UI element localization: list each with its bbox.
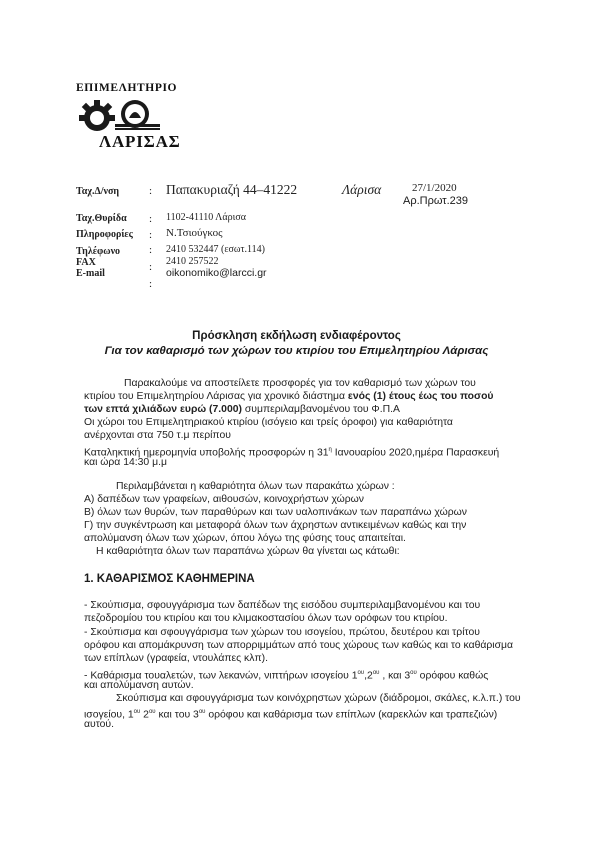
phone-colon: : — [149, 244, 153, 256]
email-colon: : — [149, 261, 153, 273]
email-label: E-mail — [76, 268, 105, 279]
section-para-2-line-3: των επίπλων (γραφεία, ντουλάπες κλπ). — [84, 653, 268, 664]
deadline-time: και ώρα 14:30 μ.μ — [84, 457, 167, 468]
section-para-4-line-3: αυτού. — [84, 719, 114, 730]
city: Λάρισα — [342, 182, 382, 197]
address-label: Ταχ.Δ/νση — [76, 186, 120, 197]
scope-item-c-cont: απολύμανση όλων των χώρων, όπου λόγω της φύσης τους απαιτείται. — [84, 533, 406, 544]
section-heading: 1. ΚΑΘΑΡΙΣΜΟΣ ΚΑΘΗΜΕΡΙΝΑ — [84, 573, 255, 585]
phone-value: 2410 532447 (εσωτ.114) — [166, 244, 265, 255]
intro-line-4: Οι χώροι του Επιμελητηριακού κτιρίου (ισόγειο και τρείς όροφοι) για καθαριότητα — [84, 417, 453, 428]
email-value: oikonomiko@larcci.gr — [166, 267, 267, 279]
protocol-number: Αρ.Πρωτ.239 — [403, 195, 469, 207]
section-para-2-line-1: - Σκούπισμα και σφουγγάρισμα των χώρων του ισογείου, πρώτου, δευτέρου και τρίτου — [84, 627, 480, 638]
section-para-2-line-2: ορόφου και απομάκρυνση των απορριμμάτων από τους χώρους των καθώς και το καθάρισμα — [84, 640, 514, 651]
scope-item-a: Α) δαπέδων των γραφείων, αιθουσών, κοινοχρήστων χώρων — [84, 494, 364, 505]
logo-bottom-text: ΛΑΡΙΣΑΣ — [99, 132, 181, 151]
intro-line-5: ανέρχονται στα 750 τ.μ περίπου — [84, 430, 231, 441]
scope-conclusion: Η καθαριότητα όλων των παραπάνω χώρων θα γίνεται ως κάτωθι: — [96, 546, 400, 557]
info-colon: : — [149, 229, 153, 241]
scope-intro: Περιλαμβάνεται η καθαριότητα όλων των παρακάτω χώρων : — [116, 481, 395, 492]
deadline-line: Καταληκτική ημερομηνία υποβολής προσφορών η $31^\eta$ Ιανουαρίου 2020,ημέρα Παρασκευή — [84, 447, 500, 459]
document-subtitle: Για τον καθαρισμό των χώρων του κτιρίου του Επιμελητηρίου Λάρισας — [104, 345, 489, 357]
section-para-1-line-1: - Σκούπισμα, σφουγγάρισμα των δαπέδων της εισόδου συμπεριλαμβανομένου και του — [84, 600, 481, 611]
address-colon: : — [149, 185, 153, 197]
logo-top-text: ΕΠΙΜΕΛΗΤΗΡΙΟ — [76, 82, 178, 94]
trailing-colon: : — [149, 278, 153, 290]
section-para-1-line-2: πεζοδρομίου του κτιρίου και του κλιμακοστασίου όλων των ορόφων του κτιρίου. — [84, 613, 448, 624]
section-para-3-line-1: - Καθάρισμα τουαλετών, των λεκανών, νιπτήρων ισογείου $1^{o\upsilon},2^{o\upsilon}$ , και $3^{o\upsilon}$ ορόφου καθώς — [84, 670, 489, 682]
fax-value: 2410 257522 — [166, 256, 219, 267]
section-para-4-line-1: Σκούπισμα και σφουγγάρισμα των κοινόχρηστων χώρων (διάδρομοι, σκάλες, κ.λ.π.) του — [116, 693, 521, 704]
date: 27/1/2020 — [412, 182, 457, 194]
address-value: Παπακυριαζή 44–41222 — [166, 182, 298, 197]
postcode-label: Ταχ.Θυρίδα — [76, 213, 127, 224]
scope-item-c: Γ) την συγκέντρωση και μεταφορά όλων των άχρηστων αντικειμένων καθώς και την — [84, 520, 467, 531]
intro-line-2: κτιρίου του Επιμελητηρίου Λάρισας για χρονικό διάστημα ενός (1) έτους έως του ποσού — [84, 391, 494, 402]
document-title: Πρόσκληση εκδήλωση ενδιαφέροντος — [192, 330, 401, 342]
scope-item-b: Β) όλων των θυρών, των παραθύρων και των υαλοπινάκων των παραπάνω χώρων — [84, 507, 467, 518]
intro-line-3: των επτά χιλιάδων ευρώ (7.000) συμπεριλαμβανομένου του Φ.Π.Α — [84, 404, 400, 415]
fax-label: FAX — [76, 257, 96, 268]
postcode-value: 1102-41110 Λάρισα — [166, 212, 246, 223]
section-para-4-line-2: ισογείου, $1^{o\upsilon}$ $2^{o\upsilon}$ και του $3^{o\upsilon}$ ορόφου και καθάρισμα των επίπλων (καρεκλών και τραπεζιών) — [84, 709, 498, 721]
info-label: Πληροφορίες — [76, 229, 133, 240]
section-para-3-line-2: και απολύμανση αυτών. — [84, 680, 194, 691]
intro-line-1: Παρακαλούμε να αποστείλετε προσφορές για τον καθαρισμό των χώρων του — [124, 378, 476, 389]
phone-label: Τηλέφωνο — [76, 246, 121, 257]
info-value: Ν.Τσιούγκος — [166, 227, 223, 239]
postcode-colon: : — [149, 213, 153, 225]
gear-emblem-icon — [75, 96, 165, 132]
